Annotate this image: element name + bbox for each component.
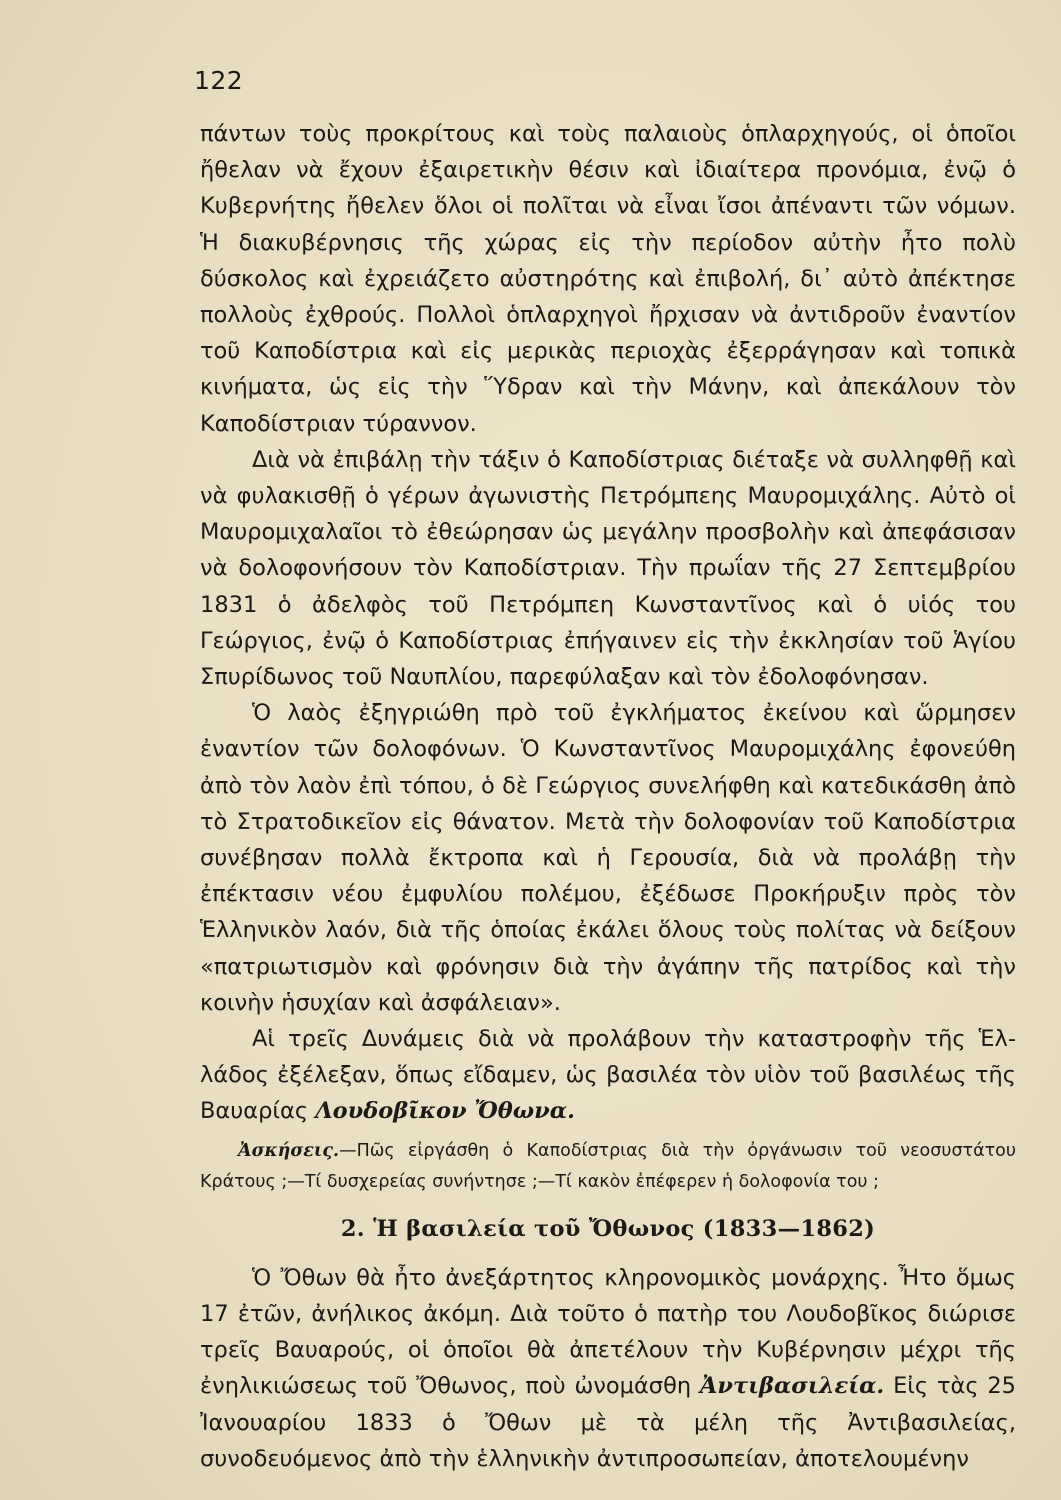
king-name-emphasis: Λουδοβῖκον Ὄθωνα. bbox=[315, 1098, 575, 1125]
section-heading: 2. Ἡ βασιλεία τοῦ Ὄθωνος (1833—1862) bbox=[340, 1215, 876, 1242]
exercises-text: —Πῶς εἰργάσθη ὁ Καποδίστριας διὰ τὴν ὀργάνωσιν τοῦ νεοσυστάτου Κράτους ;—Τί δυσχερείας συνήντησε ;—Τί κακὸν ἐπέφερεν ἡ δολοφονία του ; bbox=[200, 1140, 1016, 1192]
paragraph-4 bbox=[200, 1021, 1016, 1130]
paragraph-3: Ὁ λαὸς ἐξηγριώθη πρὸ τοῦ ἐγκλήματος ἐκείνου καὶ ὥρμησεν ἐναντίον τῶν δολοφόνων. Ὁ Κωνσταντῖνος Μαυρομιχάλης ἐφονεύθη ἀπὸ τὸν λαὸν ἐπὶ τόπου, ὁ δὲ Γεώργιος συνελήφθη καὶ κατεδικάσθη ἀπὸ τὸ Στρατοδικεῖον εἰς θάνατον. Μετὰ τὴν δολοφονίαν τοῦ Καποδίστρια συνέβησαν πολλὰ ἔκτροπα καὶ ἡ Γερουσία, διὰ νὰ προλάβῃ τὴν ἐπέκτασιν νέου ἐμφυλίου πολέμου, ἐξέδωσε Προκήρυξιν πρὸς τὸν Ἑλληνικὸν λαόν, διὰ τῆς ὁποίας ἐκάλει ὅλους τοὺς πολίτας νὰ δείξουν «πατριωτισμὸν καὶ φρόνησιν διὰ τὴν ἀγάπην τῆς πατρίδος καὶ τὴν κοινὴν ἡσυχίαν καὶ ἀσφάλειαν». bbox=[200, 700, 1016, 1016]
regency-emphasis: Ἀντιβασιλεία. bbox=[699, 1373, 885, 1400]
paragraph-4-text: Αἱ τρεῖς Δυνάμεις διὰ νὰ προλάβουν τὴν καταστροφὴν τῆς Ἑλλάδος ἐξέλεξαν, ὅπως εἴδαμεν, ὡς βασιλέα τὸν υἱὸν τοῦ βασιλέως τῆς Βαυαρίας bbox=[200, 1026, 1016, 1125]
paragraph-5-tail: Εἰς τὰς 25 Ἰανουαρίου 1833 ὁ Ὄθων μὲ τὰ μέλη τῆς Ἀντιβασιλείας, συνοδευόμενος ἀπὸ τὴν ἑλληνικὴν ἀντιπροσωπείαν, ἀποτελουμένην bbox=[200, 1373, 1016, 1472]
exercises bbox=[200, 1136, 1016, 1198]
paragraph-1: πάντων τοὺς προκρίτους καὶ τοὺς παλαιοὺς ὁπλαρχηγούς, οἱ ὁποῖοι ἤθελαν νὰ ἔχουν ἐξαιρετικὴν θέσιν καὶ ἰδιαίτερα προνόμια, ἐνῷ ὁ Κυβερνήτης ἤθελεν ὅλοι οἱ πολῖται νὰ εἶναι ἴσοι ἀπέναντι τῶν νόμων. Ἡ διακυβέρνησις τῆς χώρας εἰς τὴν περίοδον αὐτὴν ἦτο πολὺ δύσκολος καὶ ἐχρειάζετο αὐστηρότης καὶ ἐπιβολή, δι᾽ αὐτὸ ἀπέκτησε πολλοὺς ἐχθρούς. Πολλοὶ ὁπλαρχηγοὶ ἤρχισαν νὰ ἀντιδροῦν ἐναντίον τοῦ Καποδίστρια καὶ εἰς μερικὰς περιοχὰς ἐξερράγησαν καὶ τοπικὰ κινήματα, ὡς εἰς τὴν Ὕδραν καὶ τὴν Μάνην, καὶ ἀπεκάλουν τὸν Καποδίστριαν τύραννον. bbox=[200, 121, 1016, 437]
paragraph-5 bbox=[200, 1260, 1016, 1477]
page-number: 122 bbox=[194, 66, 244, 95]
exercises-label: Ἀσκήσεις. bbox=[238, 1140, 340, 1161]
paragraph-5-text: Ὁ Ὄθων θὰ ἦτο ἀνεξάρτητος κληρονομικὸς μονάρχης. Ἦτο ὅμως 17 ἐτῶν, ἀνήλικος ἀκόμη. Διὰ τοῦτο ὁ πατὴρ του Λουδοβῖκος διώρισε τρεῖς Βαυαρούς, οἱ ὁποῖοι θὰ ἀπετέλουν τὴν Κυβέρνησιν μέχρι τῆς ἐνηλικιώσεως τοῦ Ὄθωνος, ποὺ ὠνομάσθη bbox=[200, 1264, 1016, 1400]
body-text bbox=[200, 116, 1016, 1477]
paragraph-2: Διὰ νὰ ἐπιβάλῃ τὴν τάξιν ὁ Καποδίστριας διέταξε νὰ συλληφθῇ καὶ νὰ φυλακισθῇ ὁ γέρων ἀγωνιστὴς Πετρόμπεης Μαυρομιχάλης. Αὐτὸ οἱ Μαυρομιχαλαῖοι τὸ ἐθεώρησαν ὡς μεγάλην προσβολὴν καὶ ἀπεφάσισαν νὰ δολοφονήσουν τὸν Καποδίστριαν. Τὴν πρωΐαν τῆς 27 Σεπτεμβρίου 1831 ὁ ἀδελφὸς τοῦ Πετρόμπεη Κωνσταντῖνος καὶ ὁ υἱός του Γεώργιος, ἐνῷ ὁ Καποδίστριας ἐπήγαινεν εἰς τὴν ἐκκλησίαν τοῦ Ἁγίου Σπυρίδωνος τοῦ Ναυπλίου, παρεφύλαξαν καὶ τὸν ἐδολοφόνησαν. bbox=[200, 446, 1016, 691]
